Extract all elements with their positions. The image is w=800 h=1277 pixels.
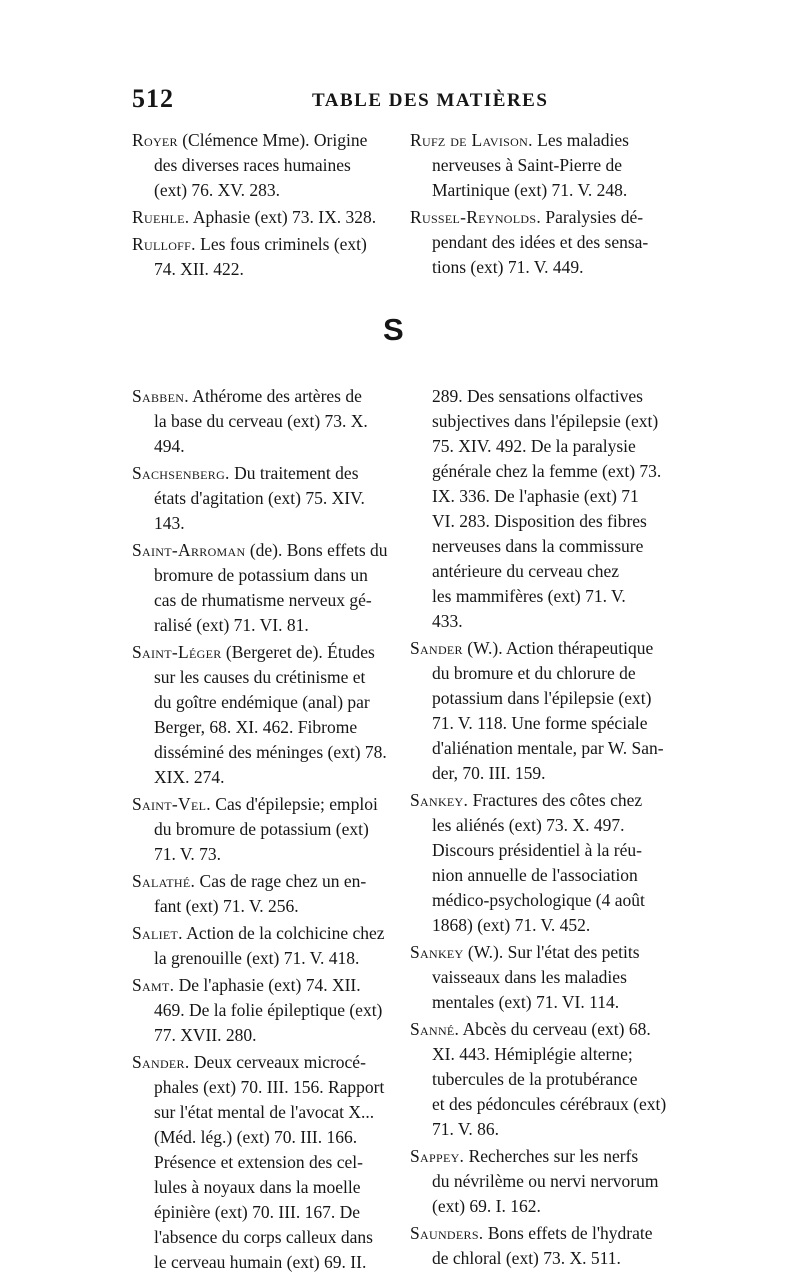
- entry-name: Rulloff.: [132, 234, 196, 254]
- index-entry: [410, 636, 680, 786]
- section-letter: S: [383, 312, 404, 347]
- entry-text: Du traitement des états d'agitation (ext) 75. XIV. 143.: [154, 463, 365, 533]
- index-entry: [410, 940, 680, 1015]
- entry-text: Athérome des artères de la base du cerveau (ext) 73. X. 494.: [154, 386, 368, 456]
- entry-text: Recherches sur les nerfs du névrilème ou nervi nervorum (ext) 69. I. 162.: [432, 1146, 659, 1216]
- entry-name: Saliet.: [132, 923, 183, 943]
- entry-text: 289. Des sensations olfactives subjectives dans l'épilepsie (ext) 75. XIV. 492. De la paralysie générale chez la femme (ext) 73. IX. 336. De l'aphasie (ext) 71 VI. 283. Disposition des fibres nerveuses dans la commissure antérieure du cerveau chez les mammifères (ext) 71. V. 433.: [432, 386, 662, 631]
- index-entry: [132, 869, 402, 919]
- entry-text: (W.). Action thérapeutique du bromure et du chlorure de potassium dans l'épilepsie (ext) 71. V. 118. Une forme spéciale d'aliénation mentale, par W. San- der, 70. III. 159.: [432, 638, 664, 783]
- index-entry: [410, 1017, 680, 1142]
- entry-name: Sanné.: [410, 1019, 460, 1039]
- entry-name: Saint-Vel.: [132, 794, 211, 814]
- entry-text: (de). Bons effets du bromure de potassium dans un cas de rhumatisme nerveux gé- ralisé (ext) 71. VI. 81.: [154, 540, 388, 635]
- entry-text: Cas d'épilepsie; emploi du bromure de potassium (ext) 71. V. 73.: [154, 794, 378, 864]
- index-entry: [132, 128, 402, 203]
- entry-name: Rufz de Lavison.: [410, 130, 533, 150]
- index-entry: [132, 1050, 402, 1275]
- entry-text: Les fous criminels (ext) 74. XII. 422.: [154, 234, 367, 279]
- entry-name: Samt.: [132, 975, 175, 995]
- index-entry: [132, 461, 402, 536]
- top-right-column: [410, 128, 680, 282]
- running-head: TABLE DES MATIÈRES: [312, 90, 549, 111]
- index-entry: [132, 538, 402, 638]
- entry-text: Les maladies nerveuses à Saint-Pierre de Martinique (ext) 71. V. 248.: [432, 130, 629, 200]
- entry-name: Ruehle.: [132, 207, 190, 227]
- entry-name: Sankey: [410, 942, 464, 962]
- entry-name: Sander.: [132, 1052, 190, 1072]
- entry-name: Sachsenberg.: [132, 463, 230, 483]
- entry-text: Deux cerveaux microcé- phales (ext) 70. III. 156. Rapport sur l'état mental de l'avocat X... (Méd. lég.) (ext) 70. III. 166. Présence et extension des cel- lules à noyaux dans la moelle épinière (ext) 70. III. 167. De l'absence du corps calleux dans le cerveau humain (ext) 69. II.: [154, 1052, 385, 1272]
- entry-name: Sankey.: [410, 790, 469, 810]
- entry-name: Salathé.: [132, 871, 196, 891]
- entry-name: Saint-Léger: [132, 642, 222, 662]
- index-entry: [132, 384, 402, 459]
- entry-text: (Bergeret de). Études sur les causes du crétinisme et du goître endémique (anal) par Berger, 68. XI. 462. Fibrome disséminé des méninges (ext) 78. XIX. 274.: [154, 642, 387, 787]
- left-column: [132, 384, 402, 1277]
- index-entry: [410, 1144, 680, 1219]
- entry-text: Action de la colchicine chez la grenouille (ext) 71. V. 418.: [154, 923, 385, 968]
- page-number: 512: [132, 84, 174, 113]
- entry-name: Sander: [410, 638, 463, 658]
- entry-name: Saint-Arroman: [132, 540, 246, 560]
- entry-text: Cas de rage chez un en- fant (ext) 71. V. 256.: [154, 871, 367, 916]
- entry-text: Aphasie (ext) 73. IX. 328.: [189, 207, 377, 227]
- index-entry: [410, 128, 680, 203]
- entry-text: Paralysies dé- pendant des idées et des sensa- tions (ext) 71. V. 449.: [432, 207, 649, 277]
- entry-text: (Clémence Mme). Origine des diverses races humaines (ext) 76. XV. 283.: [154, 130, 368, 200]
- entry-text: Fractures des côtes chez les aliénés (ext) 73. X. 497. Discours présidentiel à la réu- nion annuelle de l'association médico-psychologique (4 août 1868) (ext) 71. V. 452.: [432, 790, 645, 935]
- index-entry: [410, 1221, 680, 1271]
- entry-name: Sappey.: [410, 1146, 465, 1166]
- entry-text: Bons effets de l'hydrate de chloral (ext) 73. X. 511.: [432, 1223, 653, 1268]
- index-entry: [132, 792, 402, 867]
- index-entry: [410, 205, 680, 280]
- entry-name: Saunders.: [410, 1223, 484, 1243]
- right-column: [410, 384, 680, 1273]
- index-entry: [132, 921, 402, 971]
- index-entry: [132, 973, 402, 1048]
- entry-text: (W.). Sur l'état des petits vaisseaux dans les maladies mentales (ext) 71. VI. 114.: [432, 942, 640, 1012]
- index-entry: [132, 232, 402, 282]
- entry-text: De l'aphasie (ext) 74. XII. 469. De la folie épileptique (ext) 77. XVII. 280.: [154, 975, 383, 1045]
- index-entry: [410, 384, 680, 634]
- top-left-column: [132, 128, 402, 284]
- page-header: [132, 84, 692, 118]
- entry-name: Russel-Reynolds.: [410, 207, 542, 227]
- entry-name: Sabben.: [132, 386, 189, 406]
- index-entry: [132, 205, 402, 230]
- index-entry: [132, 640, 402, 790]
- index-entry: [410, 788, 680, 938]
- entry-text: Abcès du cerveau (ext) 68. XI. 443. Hémiplégie alterne; tubercules de la protubérance et des pédoncules cérébraux (ext) 71. V. 86.: [432, 1019, 667, 1139]
- entry-name: Royer: [132, 130, 178, 150]
